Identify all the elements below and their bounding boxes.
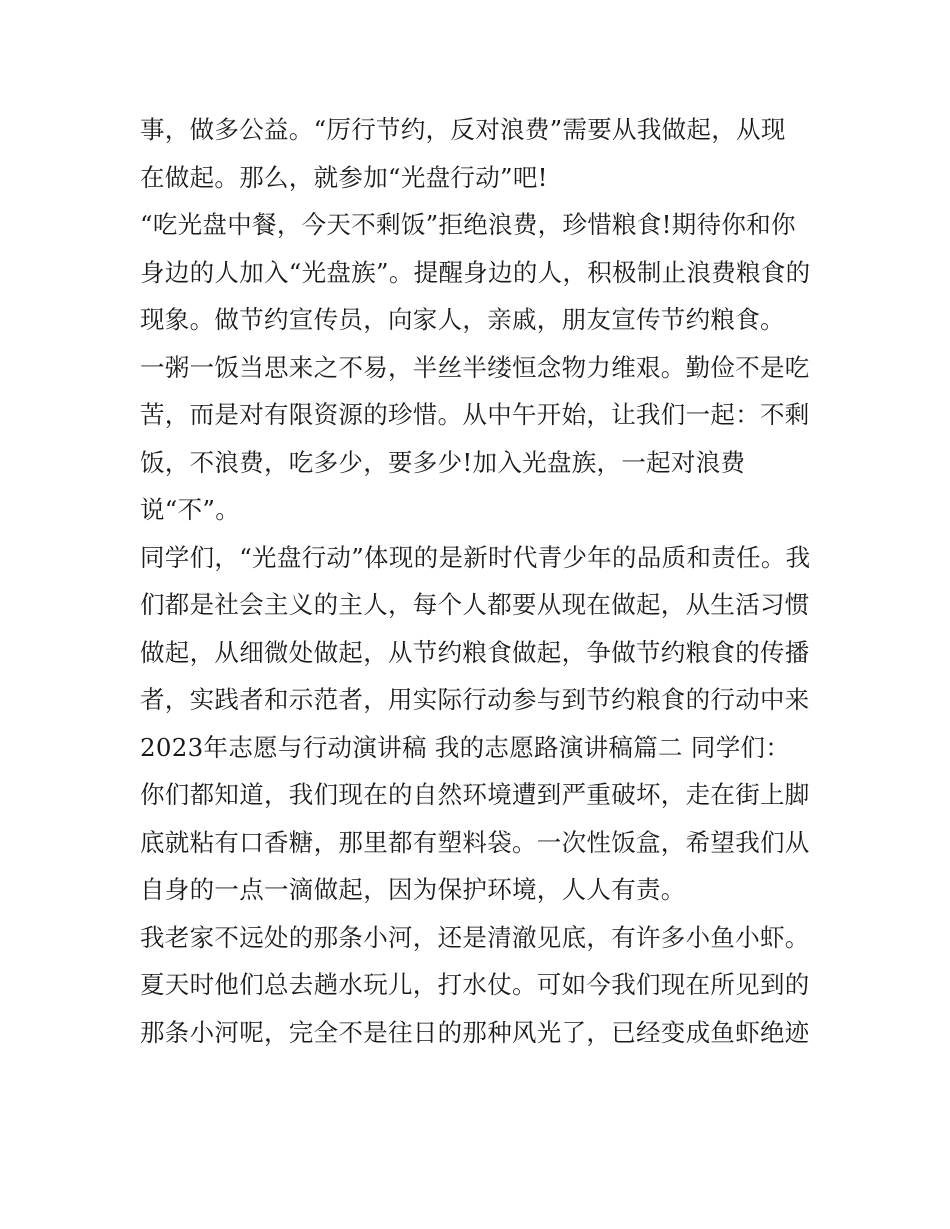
section-heading-line: 2023年志愿与行动演讲稿 我的志愿路演讲稿篇二 同学们： — [140, 732, 791, 762]
text-line: 者，实践者和示范者，用实际行动参与到节约粮食的行动中来 — [140, 685, 810, 714]
text-line: “吃光盘中餐，今天不剩饭”拒绝浪费，珍惜粮食!期待你和你 — [140, 210, 796, 239]
text-line: 夏天时他们总去趟水玩儿，打水仗。可如今我们现在所见到的 — [140, 970, 810, 999]
text-line: 身边的人加入“光盘族”。提醒身边的人，积极制止浪费粮食的 — [140, 257, 811, 287]
text-line: 饭，不浪费，吃多少，要多少!加入光盘族，一起对浪费 — [140, 447, 746, 477]
text-line: 同学们，“光盘行动”体现的是新时代青少年的品质和责任。我 — [140, 542, 811, 572]
text-line: 做起，从细微处做起，从节约粮食做起，争做节约粮食的传播 — [140, 637, 810, 667]
text-line: 一粥一饭当思来之不易，半丝半缕恒念物力维艰。勤俭不是吃 — [140, 352, 810, 382]
text-line: 我老家不远处的那条小河，还是清澈见底，有许多小鱼小虾。 — [140, 922, 810, 952]
text-line: 自身的一点一滴做起，因为保护环境，人人有责。 — [140, 875, 686, 904]
text-line: 说“不”。 — [140, 495, 241, 524]
text-line: 底就粘有口香糖，那里都有塑料袋。一次性饭盒，希望我们从 — [140, 827, 810, 857]
body-text — [140, 106, 830, 1056]
text-line: 事，做多公益。“厉行节约，反对浪费”需要从我做起，从现 — [140, 115, 786, 144]
text-line: 苦，而是对有限资源的珍惜。从中午开始，让我们一起：不剩 — [140, 400, 810, 429]
text-line: 现象。做节约宣传员，向家人，亲戚，朋友宣传节约粮食。 — [140, 305, 785, 334]
text-line: 们都是社会主义的主人，每个人都要从现在做起，从生活习惯 — [140, 590, 810, 619]
text-line: 那条小河呢，完全不是往日的那种风光了，已经变成鱼虾绝迹 — [140, 1017, 810, 1047]
text-line: 在做起。那么，就参加“光盘行动”吧! — [140, 162, 548, 192]
text-line: 你们都知道，我们现在的自然环境遭到严重破坏，走在街上脚 — [140, 780, 810, 809]
